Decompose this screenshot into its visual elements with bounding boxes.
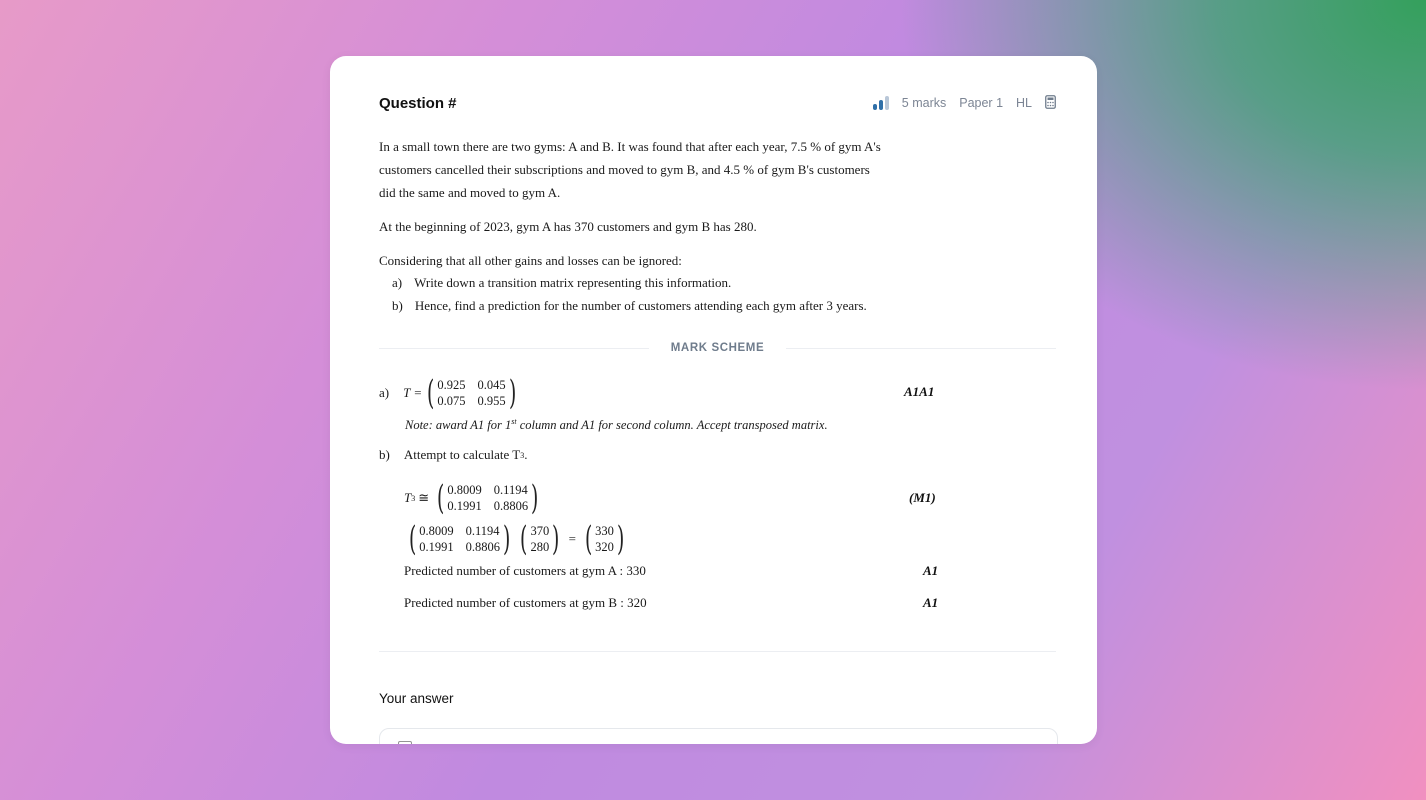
ms-part-label: b): [379, 447, 390, 462]
t-cubed-matrix: ( 0.8009 0.1194 0.1991 0.8806 ): [437, 478, 539, 518]
your-answer-label: Your answer: [379, 691, 454, 706]
question-line-2: customers cancelled their subscriptions and moved to gym B, and 4.5 % of gym B's customers: [379, 162, 870, 177]
section-divider: [379, 651, 1056, 652]
ms-part-label: a): [379, 385, 390, 400]
prediction-a: Predicted number of customers at gym A : 330: [404, 563, 646, 578]
result-vector: ( 330 320 ): [584, 519, 625, 559]
answer-editor[interactable]: [379, 728, 1058, 744]
question-line-3: did the same and moved to gym A.: [379, 185, 561, 200]
toolbar-button-icon[interactable]: [398, 741, 412, 744]
ms-b-text: Attempt to calculate T: [403, 447, 521, 462]
editor-toolbar: [398, 741, 412, 744]
marks-label: 5 marks: [901, 96, 947, 110]
part-text: Hence, find a prediction for the number of customers attending each gym after 3 years.: [414, 298, 867, 313]
ms-part-a: [379, 373, 521, 413]
question-card: [330, 56, 1097, 744]
question-paragraph-3: Considering that all other gains and losses can be ignored:: [379, 253, 682, 268]
difficulty-bars-icon: [873, 96, 889, 110]
mark-pred-b: A1: [923, 595, 939, 610]
ms-t-lhs: T =: [403, 385, 423, 400]
question-paragraph-2: At the beginning of 2023, gym A has 370 customers and gym B has 280.: [379, 219, 757, 234]
product-row: ( 0.8009 0.1194 0.1991 0.8806 ) ( 370 280 ) = ( 330 320 ): [404, 522, 629, 556]
part-label: b): [392, 298, 403, 313]
product-matrix: ( 0.8009 0.1194 0.1991 0.8806 ): [408, 519, 511, 559]
mark-m1: (M1): [909, 490, 936, 505]
question-line-1: In a small town there are two gyms: A and B. It was found that after each year, 7.5 % of gym A's: [379, 139, 881, 154]
customer-vector: ( 370 280 ): [520, 519, 560, 559]
mark-a: A1A1: [904, 384, 935, 399]
calculator-icon[interactable]: [1045, 95, 1056, 112]
level-label: HL: [1016, 96, 1032, 110]
ms-note: Note: award A1 for 1st column and A1 for second column. Accept transposed matrix.: [405, 417, 828, 433]
question-meta: [873, 95, 1056, 112]
ms-part-b: b) Attempt to calculate T 3 .: [379, 447, 528, 462]
question-header: [379, 92, 1056, 114]
question-paragraph-1: [379, 135, 979, 204]
paper-label: Paper 1: [959, 96, 1004, 110]
question-title: Question #: [379, 94, 457, 112]
prediction-b: Predicted number of customers at gym B : 320: [404, 595, 647, 610]
question-part-a: [392, 275, 731, 291]
part-text: Write down a transition matrix representing this information.: [414, 275, 732, 290]
mark-pred-a: A1: [923, 563, 939, 578]
transition-matrix: ( 0.925 0.045 0.075 0.955 ): [427, 373, 516, 413]
part-label: a): [392, 275, 403, 290]
t-cubed-row: T 3 ≅ ( 0.8009 0.1194 0.1991 0.8806 ): [404, 481, 543, 515]
question-part-b: [392, 298, 867, 314]
mark-scheme-title: MARK SCHEME: [670, 342, 765, 354]
mark-scheme-divider: [379, 339, 1056, 357]
